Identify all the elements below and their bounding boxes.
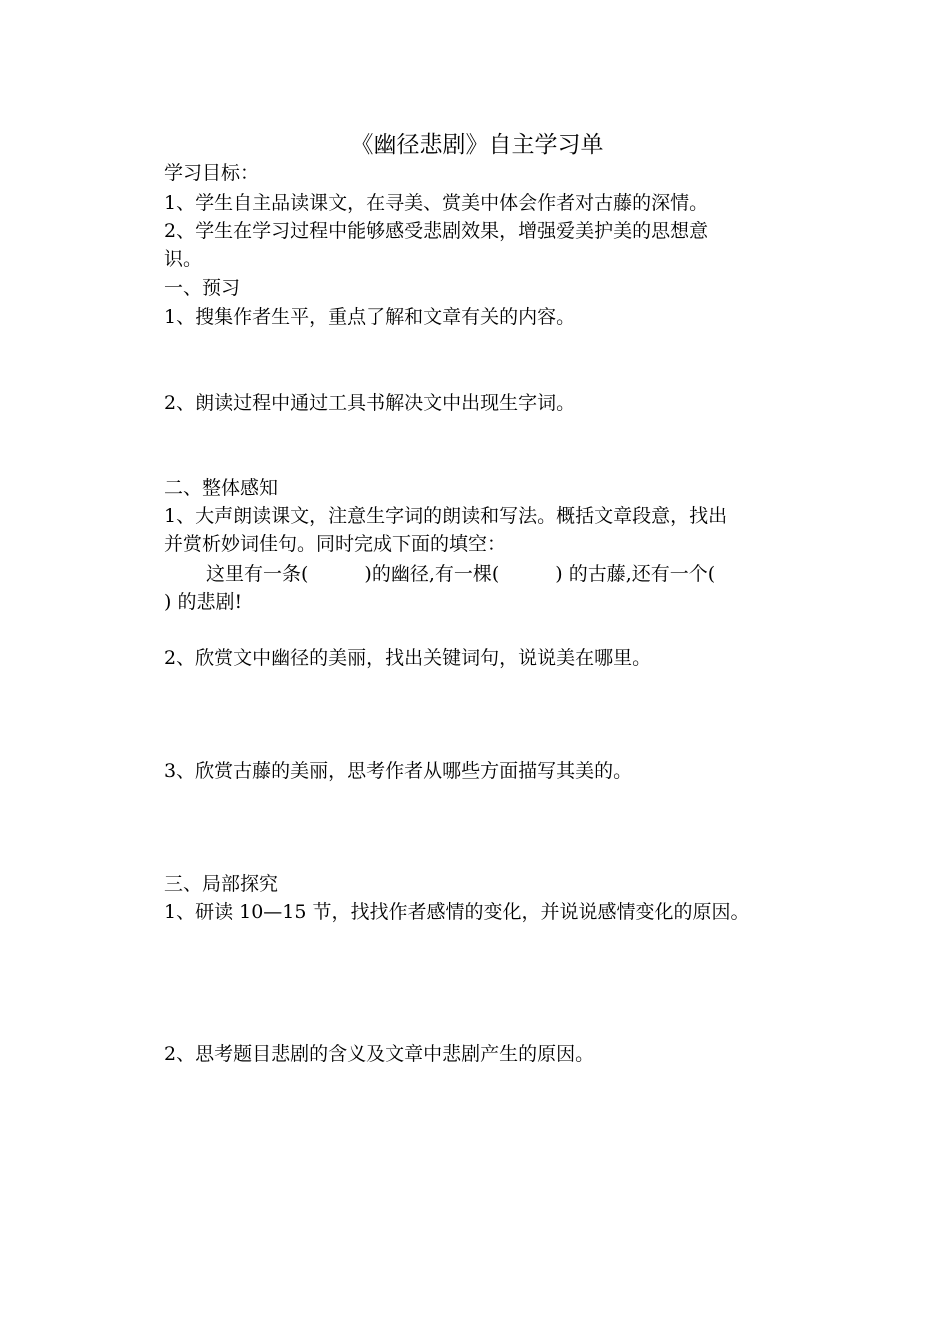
section-3-item-2: 2、思考题目悲剧的含义及文章中悲剧产生的原因。 <box>164 1043 595 1065</box>
document-title: 《幽径悲剧》自主学习单 <box>350 132 604 158</box>
objective-item-2-continued: 识。 <box>164 248 203 270</box>
fill-text-part-2: )的幽径,有一棵( <box>364 563 500 585</box>
fill-in-blank-sentence <box>164 562 832 586</box>
section-2-heading: 二、整体感知 <box>164 477 279 499</box>
objective-item-2: 2、学生在学习过程中能够感受悲剧效果，增强爱美护美的思想意 <box>164 220 709 242</box>
section-2-item-1-line-2: 并赏析妙词佳句。同时完成下面的填空： <box>164 533 507 555</box>
section-2-item-2: 2、欣赏文中幽径的美丽，找出关键词句，说说美在哪里。 <box>164 647 652 669</box>
objective-item-1: 1、学生自主品读课文，在寻美、赏美中体会作者对古藤的深情。 <box>164 192 709 214</box>
fill-text-part-1: 这里有一条( <box>206 563 309 585</box>
section-2-item-3: 3、欣赏古藤的美丽，思考作者从哪些方面描写其美的。 <box>164 760 633 782</box>
fill-in-blank-sentence-end: ) 的悲剧! <box>164 591 243 613</box>
section-2-item-1-line-1: 1、大声朗读课文，注意生字词的朗读和写法。概括文章段意，找出 <box>164 505 728 527</box>
section-1-item-2: 2、朗读过程中通过工具书解决文中出现生字词。 <box>164 392 576 414</box>
section-3-item-1: 1、研读 10—15 节，找找作者感情的变化，并说说感情变化的原因。 <box>164 901 750 923</box>
section-1-item-1: 1、搜集作者生平，重点了解和文章有关的内容。 <box>164 306 576 328</box>
objectives-heading: 学习目标： <box>164 162 260 184</box>
fill-text-part-3: ) 的古藤,还有一个( <box>555 563 716 585</box>
section-3-heading: 三、局部探究 <box>164 873 279 895</box>
section-1-heading: 一、预习 <box>164 277 241 299</box>
